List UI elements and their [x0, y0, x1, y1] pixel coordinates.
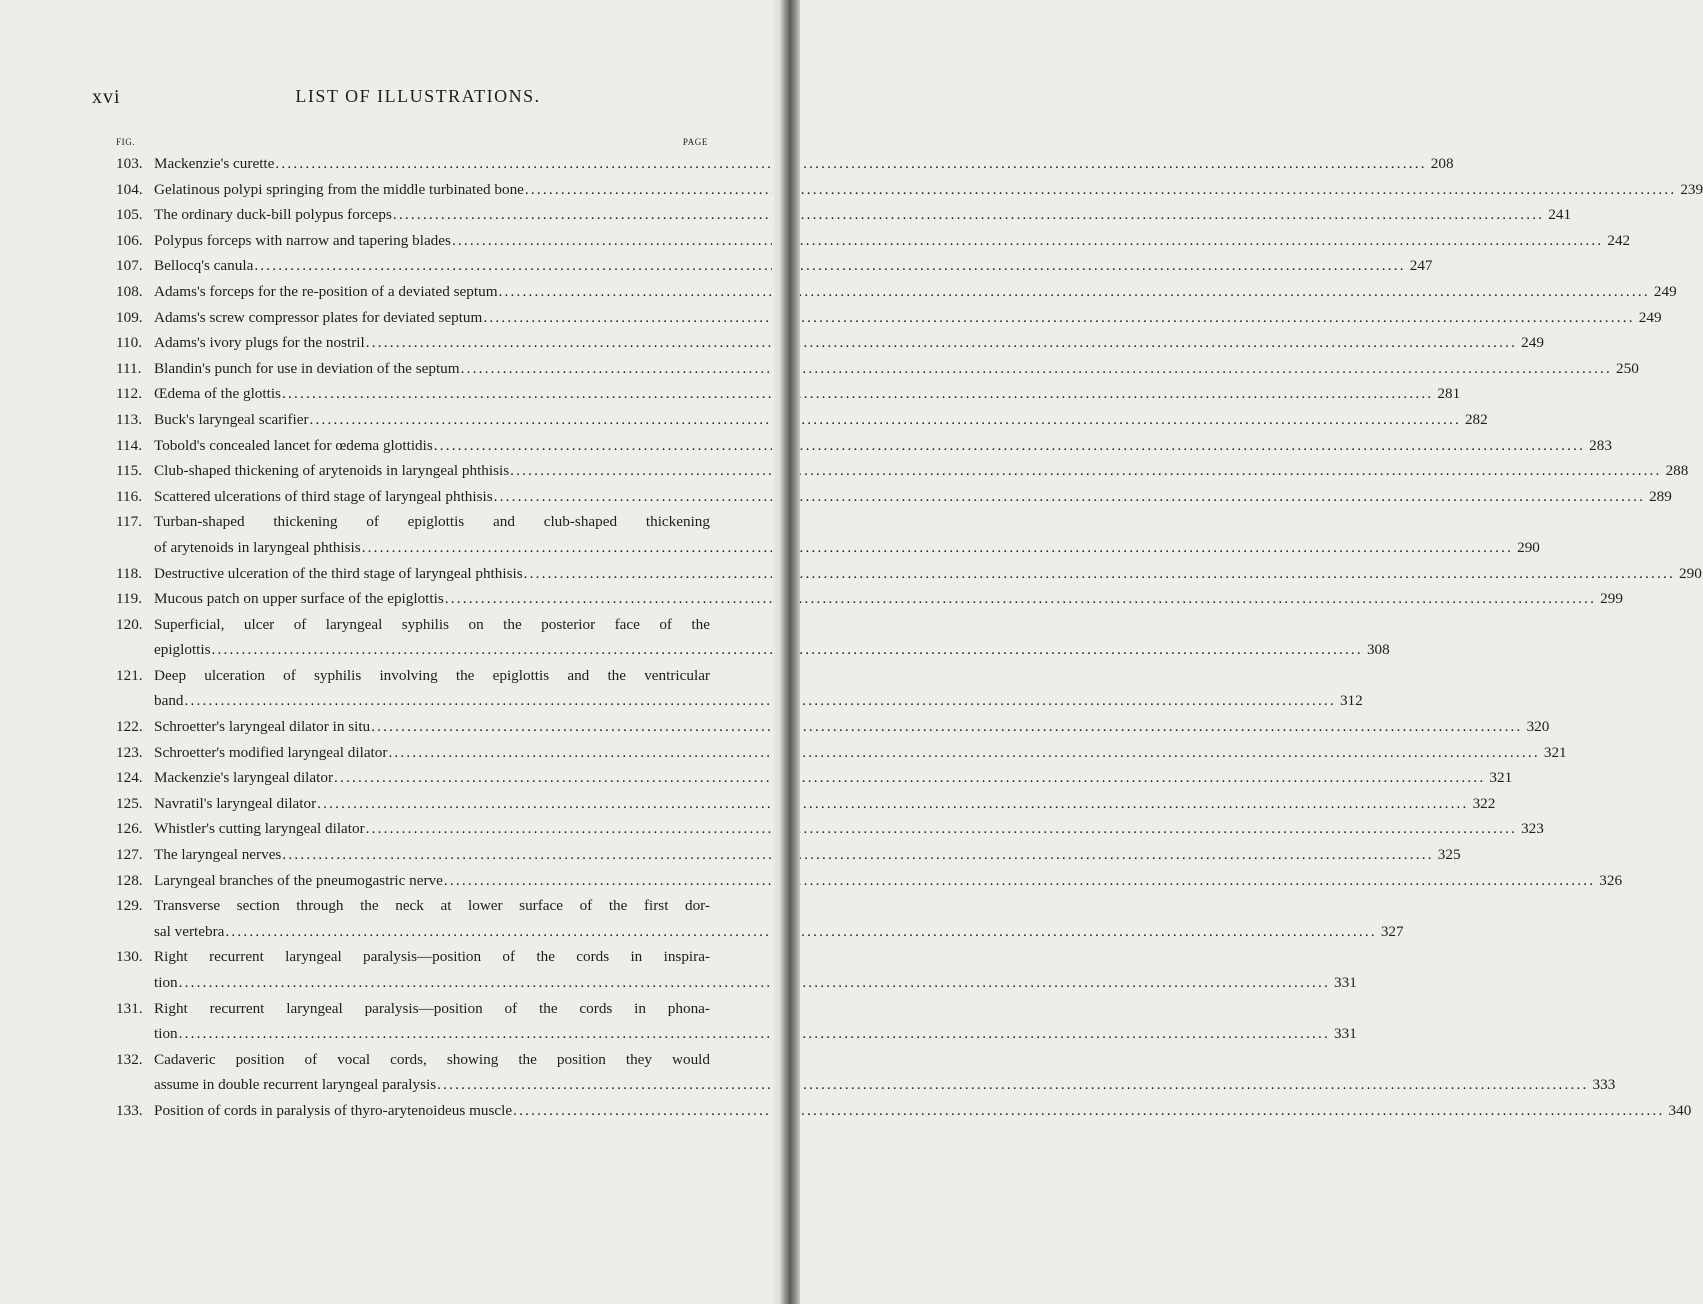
list-item [116, 177, 1703, 203]
figure-number: 131. [116, 999, 143, 1017]
page-reference: 331 [1334, 1025, 1357, 1043]
figure-number: 119. [116, 590, 143, 608]
dot-leader [499, 279, 1650, 305]
page-reference: 208 [1430, 155, 1454, 172]
page-reference: 323 [1521, 820, 1544, 838]
caption-line [154, 509, 710, 535]
list-item [116, 868, 1623, 894]
figure-number: 112. [116, 385, 143, 403]
caption-text: Position of cords in paralysis of thyro-arytenoideus muscle [154, 1101, 513, 1119]
caption-text: Scattered ulcerations of third stage of laryngeal phthisis [154, 487, 493, 505]
caption-line [154, 305, 1662, 331]
dot-leader [524, 561, 1675, 587]
list-item [116, 612, 1390, 663]
page-reference: 239 [1680, 180, 1703, 198]
caption-line [154, 356, 1639, 382]
dot-leader [225, 919, 1376, 945]
caption-text: Mackenzie's laryngeal dilator [154, 769, 334, 787]
list-item [116, 765, 1513, 791]
dot-leader [366, 816, 1517, 842]
caption-text: tion [154, 974, 178, 991]
figure-number: 107. [116, 257, 143, 275]
caption-text: Gelatinous polypi springing from the middle turbinated bone [154, 180, 524, 198]
book-spine-edge [778, 0, 800, 1304]
figure-number: 109. [116, 308, 143, 326]
figure-number: 104. [116, 180, 143, 198]
caption-line [154, 868, 1623, 894]
dot-leader [445, 586, 1596, 612]
caption-text: Deep ulceration of syphilis involving the epiglottis and the ventricular [154, 666, 710, 684]
list-item [116, 433, 1612, 459]
list-item [116, 1098, 1692, 1124]
figure-number: 103. [116, 155, 143, 172]
dot-leader [310, 407, 1461, 433]
caption-text: Bellocq's canula [154, 257, 254, 275]
caption-line [154, 1072, 1616, 1098]
dot-leader [371, 714, 1522, 740]
caption-line [154, 228, 1631, 254]
figure-number: 114. [116, 436, 143, 454]
list-item [116, 407, 1488, 433]
caption-text: Club-shaped thickening of arytenoids in laryngeal phthisis [154, 462, 510, 480]
caption-text: tion [154, 1025, 178, 1043]
page-reference: 250 [1616, 359, 1639, 377]
caption-text: Cadaveric position of vocal cords, showing the position they would [154, 1050, 710, 1068]
caption-line [154, 944, 710, 970]
list-item [116, 663, 1363, 714]
caption-line [154, 484, 1672, 510]
page-reference: 249 [1653, 282, 1677, 300]
page-reference: 326 [1599, 871, 1623, 889]
dot-leader [334, 765, 1485, 791]
caption-text: Polypus forceps with narrow and tapering blades [154, 231, 451, 249]
page-reference: 281 [1437, 385, 1461, 403]
figure-number: 115. [116, 462, 143, 480]
list-item [116, 509, 1540, 560]
list-item [116, 996, 1357, 1047]
dot-leader [282, 381, 1433, 407]
caption-text: Mackenzie's curette [154, 155, 275, 172]
caption-text: Schroetter's modified laryngeal dilator [154, 743, 388, 761]
caption-line [154, 842, 1461, 868]
caption-line [154, 1021, 1357, 1047]
dot-leader [254, 253, 1405, 279]
page-reference: 312 [1339, 692, 1363, 710]
list-item [116, 484, 1672, 510]
list-item [116, 944, 1357, 995]
figure-number: 120. [116, 615, 143, 633]
caption-text: Right recurrent laryngeal paralysis—position of the cords in inspira- [154, 948, 710, 966]
caption-text: Adams's screw compressor plates for deviated septum [154, 308, 483, 326]
page-reference: 322 [1472, 794, 1496, 812]
caption-line [154, 433, 1612, 459]
caption-text: Navratil's laryngeal dilator [154, 794, 317, 812]
figure-number: 127. [116, 846, 143, 864]
figure-number: 106. [116, 231, 143, 249]
caption-text: sal vertebra [154, 922, 225, 940]
caption-text: epiglottis [154, 641, 211, 659]
page-title: LIST OF ILLUSTRATIONS. [295, 86, 541, 106]
dot-leader [275, 151, 1426, 177]
caption-line [154, 919, 1404, 945]
page-reference: 241 [1548, 206, 1572, 224]
caption-line [154, 407, 1488, 433]
list-item [116, 561, 1702, 587]
dot-leader [434, 433, 1585, 459]
list-item [116, 816, 1544, 842]
caption-line [154, 970, 1357, 996]
list-item [116, 228, 1631, 254]
caption-line [154, 612, 710, 638]
caption-line [154, 791, 1496, 817]
list-item [116, 458, 1689, 484]
caption-text: Laryngeal branches of the pneumogastric nerve [154, 871, 443, 889]
page-reference: 308 [1366, 641, 1390, 659]
figure-number: 125. [116, 794, 143, 812]
list-item [116, 714, 1550, 740]
page-reference: 289 [1649, 487, 1672, 505]
caption-line [154, 458, 1689, 484]
figure-number: 105. [116, 206, 143, 224]
page-reference: 247 [1409, 257, 1433, 275]
caption-line [154, 893, 710, 919]
caption-text: The laryngeal nerves [154, 846, 282, 864]
caption-text: band [154, 692, 184, 710]
figure-number: 111. [116, 359, 142, 377]
caption-line [154, 688, 1363, 714]
caption-line [154, 663, 710, 689]
caption-line [154, 279, 1677, 305]
caption-line [154, 637, 1390, 663]
column-labels [116, 137, 708, 149]
caption-text: Tobold's concealed lancet for œdema glottidis [154, 436, 433, 454]
list-item [116, 279, 1677, 305]
list-item [116, 842, 1461, 868]
page-reference: 249 [1521, 334, 1544, 352]
caption-text: Adams's ivory plugs for the nostril [154, 334, 365, 352]
figure-number: 121. [116, 666, 143, 684]
dot-leader [185, 688, 1336, 714]
running-head [92, 86, 708, 108]
dot-leader [510, 458, 1661, 484]
caption-text: The ordinary duck-bill polypus forceps [154, 206, 392, 224]
figure-number: 118. [116, 564, 143, 582]
list-item [116, 586, 1623, 612]
page-reference: 282 [1464, 410, 1488, 428]
figure-number: 108. [116, 282, 143, 300]
figure-number: 117. [116, 513, 143, 531]
dot-leader [317, 791, 1468, 817]
figure-number: 128. [116, 871, 143, 889]
figure-number: 129. [116, 897, 143, 915]
list-item [116, 791, 1496, 817]
list-item [116, 151, 1454, 177]
page-reference: 331 [1334, 974, 1357, 991]
dot-leader [444, 868, 1595, 894]
caption-text: Whistler's cutting laryngeal dilator [154, 820, 365, 838]
dot-leader [513, 1098, 1664, 1124]
figure-number: 133. [116, 1101, 143, 1119]
caption-text: Adams's forceps for the re-position of a deviated septum [154, 282, 498, 300]
dot-leader [362, 535, 1513, 561]
caption-text: Blandin's punch for use in deviation of the septum [154, 359, 460, 377]
list-item [116, 381, 1461, 407]
figure-number: 130. [116, 948, 143, 966]
caption-line [154, 253, 1433, 279]
dot-leader [366, 330, 1517, 356]
page-column-label: PAGE [682, 137, 708, 147]
dot-leader [388, 740, 1539, 766]
caption-text: Mucous patch on upper surface of the epiglottis [154, 590, 444, 608]
page-reference: 321 [1543, 743, 1567, 761]
list-item [116, 305, 1662, 331]
dot-leader [461, 356, 1612, 382]
caption-line [154, 1098, 1692, 1124]
caption-text: Buck's laryngeal scarifier [154, 410, 309, 428]
fig-column-label: FIG. [116, 137, 136, 147]
dot-leader [393, 202, 1544, 228]
dot-leader [494, 484, 1645, 510]
caption-line [154, 586, 1623, 612]
page-reference: 249 [1638, 308, 1662, 326]
caption-line [154, 202, 1572, 228]
figure-number: 126. [116, 820, 143, 838]
caption-line [154, 151, 1454, 177]
caption-line [154, 561, 1702, 587]
caption-line [154, 1047, 710, 1073]
list-item [116, 253, 1433, 279]
caption-text: Destructive ulceration of the third stage of laryngeal phthisis [154, 564, 523, 582]
figure-number: 123. [116, 743, 143, 761]
figure-number: 110. [116, 334, 143, 352]
list-item [116, 330, 1544, 356]
caption-text: assume in double recurrent laryngeal paralysis [154, 1076, 437, 1094]
list-item [116, 356, 1639, 382]
caption-line [154, 740, 1567, 766]
figure-number: 122. [116, 718, 143, 736]
page-reference: 290 [1679, 564, 1702, 582]
page-reference: 333 [1592, 1076, 1616, 1094]
list-item [116, 202, 1572, 228]
list-item [116, 893, 1404, 944]
figure-number: 113. [116, 410, 143, 428]
caption-text: Turban-shaped thickening of epiglottis and club-shaped thickening [154, 513, 710, 531]
figure-number: 116. [116, 487, 143, 505]
page-reference: 288 [1665, 462, 1689, 480]
caption-line [154, 535, 1540, 561]
caption-line [154, 177, 1703, 203]
page-reference: 242 [1607, 231, 1631, 249]
caption-text: of arytenoids in laryngeal phthisis [154, 538, 361, 556]
caption-line [154, 330, 1544, 356]
caption-line [154, 765, 1513, 791]
caption-text: Superficial, ulcer of laryngeal syphilis on the posterior face of the [154, 615, 710, 633]
list-item [116, 740, 1567, 766]
page-reference: 321 [1489, 769, 1513, 787]
page-number: xvi [92, 86, 121, 108]
figure-number: 124. [116, 769, 143, 787]
page-reference: 340 [1668, 1101, 1692, 1119]
caption-text: Œdema of the glottis [154, 385, 281, 403]
dot-leader [525, 177, 1676, 203]
figure-number: 132. [116, 1050, 143, 1068]
illustrations-list [116, 151, 1703, 1124]
page-reference: 290 [1517, 538, 1540, 556]
caption-line [154, 996, 710, 1022]
page-reference: 299 [1600, 590, 1623, 608]
caption-line [154, 816, 1544, 842]
page-reference: 320 [1526, 718, 1550, 736]
page-reference: 283 [1589, 436, 1612, 454]
page-reference: 327 [1380, 922, 1404, 940]
dot-leader [179, 970, 1330, 996]
page-reference: 325 [1437, 846, 1461, 864]
dot-leader [437, 1072, 1588, 1098]
caption-text: Transverse section through the neck at lower surface of the first dor- [154, 897, 710, 915]
dot-leader [483, 305, 1634, 331]
caption-text: Right recurrent laryngeal paralysis—position of the cords in phona- [154, 999, 710, 1017]
caption-line [154, 381, 1461, 407]
dot-leader [452, 228, 1603, 254]
list-item [116, 1047, 1616, 1098]
dot-leader [282, 842, 1433, 868]
caption-line [154, 714, 1550, 740]
caption-text: Schroetter's laryngeal dilator in situ [154, 718, 371, 736]
dot-leader [179, 1021, 1330, 1047]
